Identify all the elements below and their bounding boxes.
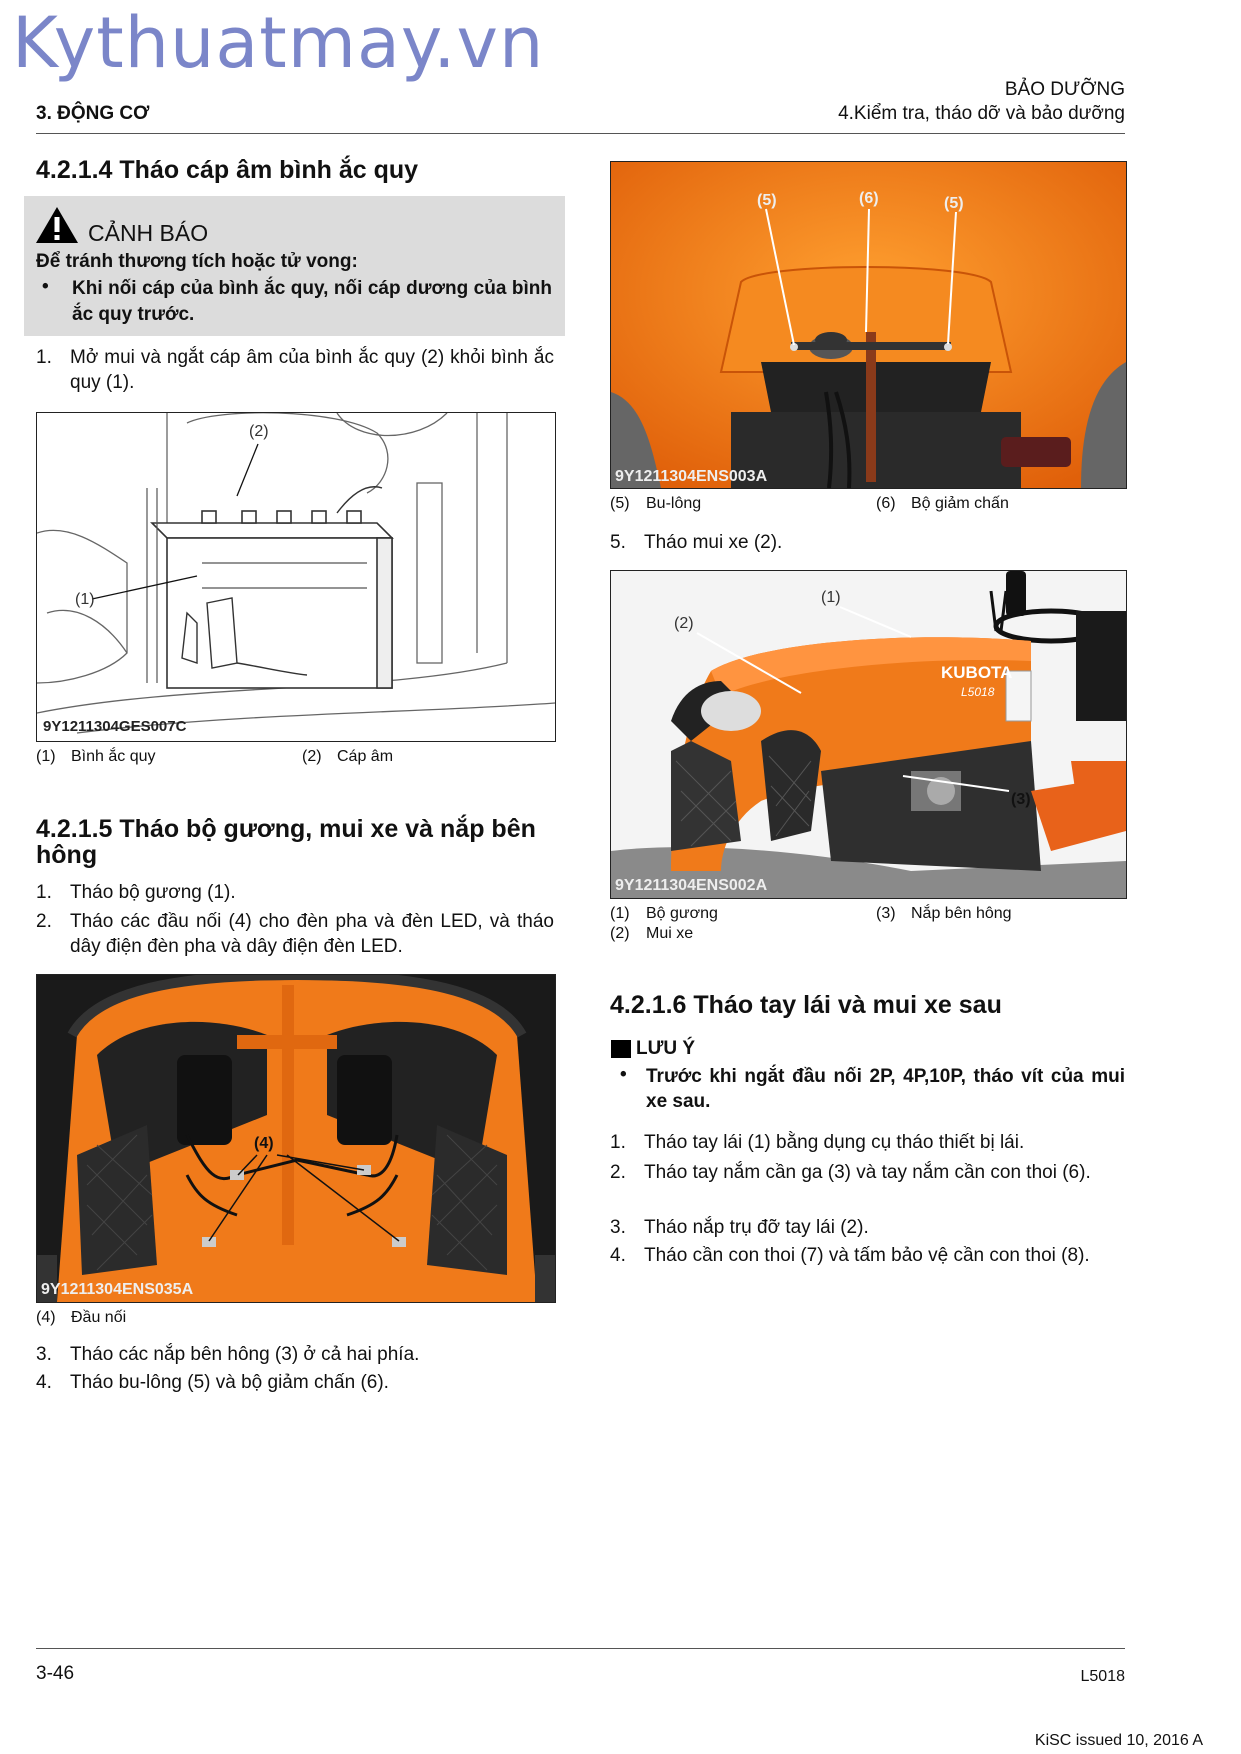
model-badge: L5018 bbox=[961, 685, 995, 699]
warning-bullet: • bbox=[42, 276, 49, 297]
callout-label: (2) bbox=[674, 615, 694, 632]
caption-text: Đầu nối bbox=[71, 1309, 127, 1326]
section-title-4-2-1-5 bbox=[36, 816, 536, 868]
step-text: Tháo tay lái (1) bằng dụng cụ tháo thiết bị lái. bbox=[644, 1132, 1025, 1153]
warning-box bbox=[24, 196, 565, 336]
step-text: Tháo mui xe (2). bbox=[644, 532, 783, 553]
callout-label: (5) bbox=[757, 192, 777, 209]
callout-label: (1) bbox=[821, 589, 841, 606]
callout-label: (4) bbox=[254, 1135, 274, 1152]
caption-number: (3) bbox=[876, 905, 896, 922]
hood-interior-photo bbox=[37, 975, 555, 1302]
warning-icon bbox=[35, 206, 79, 244]
figure-id: 9Y1211304ENS035A bbox=[41, 1281, 194, 1298]
caption-text: Bộ gương bbox=[646, 905, 718, 922]
note-text: Trước khi ngắt đầu nối 2P, 4P,10P, tháo vít của mui xe sau. bbox=[646, 1066, 1125, 1112]
caption-number: (1) bbox=[610, 905, 630, 922]
issue-note: KiSC issued 10, 2016 A bbox=[1034, 1732, 1203, 1749]
figure-id: 9Y1211304ENS003A bbox=[615, 468, 768, 485]
caption-number: (4) bbox=[36, 1309, 56, 1326]
section-title-4-2-1-4: 4.2.1.4 Tháo cáp âm bình ắc quy bbox=[36, 156, 419, 184]
brand-logo: KUBOTA bbox=[941, 663, 1013, 682]
page-number: 3-46 bbox=[36, 1663, 75, 1684]
caption-text: Bu-lông bbox=[646, 495, 702, 512]
step-text: Tháo bộ gương (1). bbox=[70, 882, 236, 903]
step-number: 2. bbox=[610, 1162, 626, 1183]
caption-text: Nắp bên hông bbox=[911, 905, 1012, 922]
step-text: Tháo tay nắm cần ga (3) và tay nắm cần con thoi (6). bbox=[644, 1162, 1091, 1183]
callout-label: (5) bbox=[944, 195, 964, 212]
step-item bbox=[36, 909, 554, 961]
step-text: Tháo nắp trụ đỡ tay lái (2). bbox=[644, 1217, 869, 1238]
step-number: 1. bbox=[610, 1132, 626, 1153]
note-square-icon bbox=[611, 1040, 631, 1058]
step-number: 3. bbox=[610, 1217, 626, 1238]
caption-number: (1) bbox=[36, 748, 56, 765]
caption-number: (5) bbox=[610, 495, 630, 512]
warning-title: CẢNH BÁO bbox=[88, 220, 209, 246]
callout-label: (1) bbox=[75, 591, 95, 608]
section-title-4-2-1-6: 4.2.1.6 Tháo tay lái và mui xe sau bbox=[610, 991, 1002, 1019]
step-text: Tháo các nắp bên hông (3) ở cả hai phía. bbox=[70, 1344, 420, 1365]
step-number: 4. bbox=[36, 1372, 52, 1393]
step-number: 2. bbox=[36, 911, 52, 932]
caption-number: (2) bbox=[302, 748, 322, 765]
warning-lead: Để tránh thương tích hoặc tử vong: bbox=[36, 251, 358, 272]
figure-tractor bbox=[610, 570, 1127, 899]
step-item bbox=[36, 345, 554, 397]
callout-label: (6) bbox=[859, 190, 879, 207]
step-number: 1. bbox=[36, 347, 52, 368]
figure-id: 9Y1211304ENS002A bbox=[615, 877, 768, 894]
step-text: Tháo các đầu nối (4) cho đèn pha và đèn LED, và tháo dây điện đèn pha và dây điện đèn LED. bbox=[70, 911, 554, 957]
section-title-line: 4.2.1.5 Tháo bộ gương, mui xe và nắp bên bbox=[36, 815, 536, 843]
caption-number: (6) bbox=[876, 495, 896, 512]
step-item bbox=[36, 880, 554, 906]
figure-connectors bbox=[36, 974, 556, 1303]
step-item bbox=[36, 1342, 554, 1368]
callout-label: (2) bbox=[249, 423, 269, 440]
header-chapter: 3. ĐỘNG CƠ bbox=[36, 103, 150, 124]
step-text: Tháo bu-lông (5) và bộ giảm chấn (6). bbox=[70, 1372, 389, 1393]
caption-number: (2) bbox=[610, 925, 630, 942]
figure-battery bbox=[36, 412, 556, 742]
header-section: BẢO DƯỠNG bbox=[1004, 79, 1125, 100]
header-rule bbox=[36, 133, 1125, 134]
section-title-line: hông bbox=[36, 841, 98, 869]
note-bullet: • bbox=[620, 1064, 627, 1085]
step-item bbox=[610, 1243, 1125, 1295]
note-title: LƯU Ý bbox=[636, 1038, 696, 1059]
caption-text: Bình ắc quy bbox=[71, 748, 156, 765]
warning-text: Khi nối cáp của bình ắc quy, nối cáp dương của bình ắc quy trước. bbox=[72, 278, 552, 325]
caption-text: Bộ giảm chấn bbox=[911, 495, 1009, 512]
figure-bolts-damper bbox=[610, 161, 1127, 489]
step-item bbox=[610, 1160, 1125, 1212]
figure-id: 9Y1211304GES007C bbox=[43, 718, 187, 735]
step-number: 3. bbox=[36, 1344, 52, 1365]
callout-label: (3) bbox=[1011, 791, 1031, 808]
battery-drawing bbox=[37, 413, 555, 741]
caption-text: Cáp âm bbox=[337, 748, 394, 765]
step-text: Mở mui và ngắt cáp âm của bình ắc quy (2) khỏi bình ắc quy (1). bbox=[70, 347, 554, 393]
step-item bbox=[610, 530, 1125, 556]
step-number: 5. bbox=[610, 532, 626, 553]
step-text: Tháo cần con thoi (7) và tấm bảo vệ cần con thoi (8). bbox=[644, 1245, 1090, 1266]
watermark: Kythuatmay.vn bbox=[12, 2, 545, 84]
step-item bbox=[610, 1215, 1125, 1241]
hood-damper-photo bbox=[611, 162, 1126, 488]
footer-rule bbox=[36, 1648, 1125, 1649]
step-number: 4. bbox=[610, 1245, 626, 1266]
step-item bbox=[610, 1130, 1125, 1156]
step-item bbox=[36, 1370, 554, 1396]
caption-text: Mui xe bbox=[646, 925, 694, 942]
footer-model: L5018 bbox=[1080, 1668, 1125, 1685]
step-number: 1. bbox=[36, 882, 52, 903]
header-subsection: 4.Kiểm tra, tháo dỡ và bảo dưỡng bbox=[838, 103, 1125, 124]
